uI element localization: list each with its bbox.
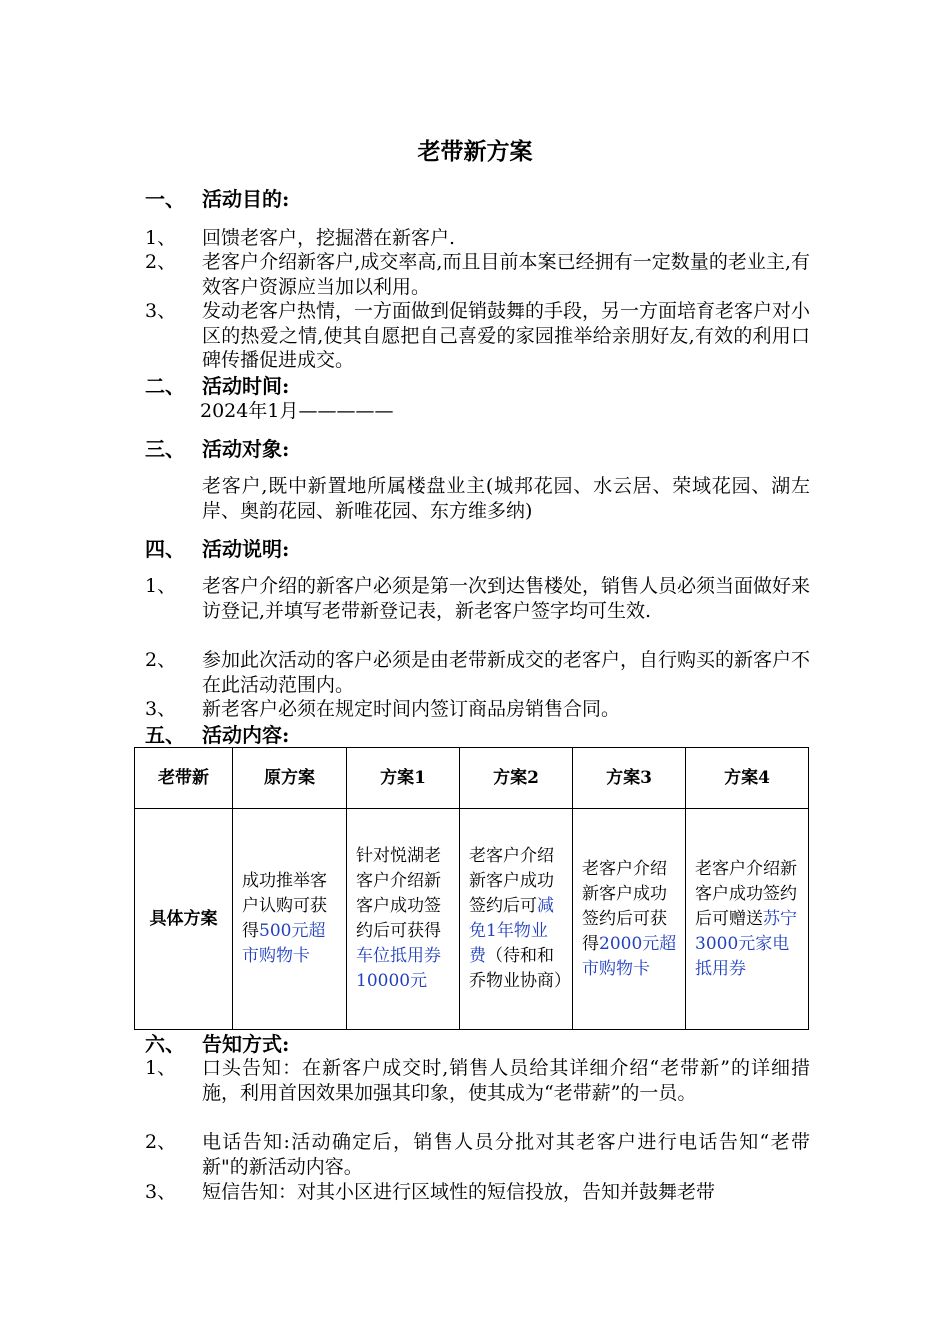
- list-item: [145, 574, 810, 623]
- section-number: 五、: [145, 723, 185, 747]
- item-number: 1、: [145, 227, 177, 249]
- table-cell-plan-2: [460, 809, 573, 1030]
- activity-target-text: 老客户,既中新置地所属楼盘业主(城邦花园、水云居、荣域花园、湖左岸、奥韵花园、新唯花园、东方维多纳): [202, 475, 810, 522]
- section-title: 活动内容:: [202, 723, 290, 747]
- item-text: 口头告知：在新客户成交时,销售人员给其详细介绍“老带新”的详细措施，利用首因效果加强其印象，使其成为“老带薪”的一员。: [202, 1057, 810, 1104]
- cell-text: 老客户介绍新客户成功签约后可赠送: [695, 858, 797, 929]
- cell-text: 针对悦湖老客户介绍新客户成功签约后可获得: [356, 846, 441, 941]
- item-text: 新老客户必须在规定时间内签订商品房销售合同。: [202, 698, 621, 720]
- section-number: 二、: [145, 374, 185, 398]
- section-heading-description: [145, 535, 289, 563]
- table-cell-original-plan: [233, 809, 347, 1030]
- cell-highlight: 减免1年物业费: [469, 896, 554, 966]
- item-text: 电话告知:活动确定后，销售人员分批对其老客户进行电话告知“老带新"的新活动内容。: [202, 1131, 810, 1178]
- item-number: 3、: [145, 698, 177, 720]
- item-text: 发动老客户热情，一方面做到促销鼓舞的手段，另一方面培育老客户对小区的热爱之情,使其自愿把自己喜爱的家园推举给亲朋好友,有效的利用口碑传播促进成交。: [202, 300, 811, 371]
- table-header-row: [135, 748, 809, 809]
- item-number: 2、: [145, 649, 177, 671]
- item-text: 短信告知：对其小区进行区域性的短信投放，告知并鼓舞老带: [202, 1181, 716, 1203]
- item-number: 2、: [145, 1131, 177, 1153]
- plan-table: [134, 747, 809, 1030]
- section-heading-content: [145, 721, 289, 749]
- item-text: 参加此次活动的客户必须是由老带新成交的老客户，自行购买的新客户不在此活动范围内。: [202, 649, 811, 696]
- section-title: 告知方式:: [202, 1032, 290, 1056]
- cell-highlight: 车位抵用券10000元: [356, 946, 441, 991]
- cell-highlight: 2000元超市购物卡: [582, 933, 677, 979]
- item-number: 1、: [145, 1057, 177, 1079]
- cell-text: 老客户介绍新客户成功签约后可获得: [582, 858, 667, 954]
- list-item: [145, 226, 810, 251]
- cell-note: （待和和乔物业协商）: [469, 946, 571, 991]
- table-header-cell: 方案3: [573, 748, 686, 809]
- table-row: [135, 809, 809, 1030]
- section-number: 一、: [145, 187, 185, 211]
- cell-highlight: 苏宁3000元家电抵用券: [695, 908, 797, 979]
- table-header-cell: 老带新: [135, 748, 233, 809]
- section-number: 四、: [145, 537, 185, 561]
- list-item: [145, 1056, 810, 1105]
- table-header-cell: 原方案: [233, 748, 347, 809]
- section-title: 活动目的:: [202, 187, 290, 211]
- section-title: 活动对象:: [202, 437, 290, 461]
- item-text: 老客户介绍新客户,成交率高,而且目前本案已经拥有一定数量的老业主,有效客户资源应当加以利用。: [202, 251, 810, 298]
- table-cell-plan-3: [573, 809, 686, 1030]
- list-item: [145, 1130, 810, 1179]
- item-number: 2、: [145, 251, 177, 273]
- section-heading-time: [145, 372, 289, 400]
- item-number: 3、: [145, 1181, 177, 1203]
- table-cell-plan-1: [347, 809, 460, 1030]
- section-title: 活动说明:: [202, 537, 290, 561]
- list-item: [145, 697, 810, 722]
- section-number: 三、: [145, 437, 185, 461]
- list-item: [145, 648, 810, 697]
- item-text: 回馈老客户，挖掘潜在新客户.: [202, 227, 456, 249]
- cell-text: 成功推举客户认购可获得: [242, 871, 327, 941]
- list-item: [145, 1180, 810, 1205]
- table-row-label: 具体方案: [135, 809, 233, 1030]
- item-number: 3、: [145, 300, 177, 322]
- section-heading-notification: [145, 1030, 289, 1058]
- activity-time-text: 2024年1月—————: [200, 400, 394, 422]
- list-item: [145, 250, 810, 299]
- document-title: 老带新方案: [417, 138, 533, 165]
- table-header-cell: 方案1: [347, 748, 460, 809]
- cell-text: 老客户介绍新客户成功签约后可: [469, 846, 554, 916]
- table-header-cell: 方案2: [460, 748, 573, 809]
- list-item: [145, 299, 810, 373]
- section-title: 活动时间:: [202, 374, 290, 398]
- section-heading-purpose: [145, 185, 289, 213]
- cell-highlight: 500元超市购物卡: [242, 921, 326, 966]
- section-heading-target: [145, 435, 289, 463]
- table-header-cell: 方案4: [686, 748, 809, 809]
- item-number: 1、: [145, 575, 177, 597]
- section-number: 六、: [145, 1032, 185, 1056]
- table-cell-plan-4: [686, 809, 809, 1030]
- item-text: 老客户介绍的新客户必须是第一次到达售楼处，销售人员必须当面做好来访登记,并填写老带新登记表，新老客户签字均可生效.: [202, 575, 811, 622]
